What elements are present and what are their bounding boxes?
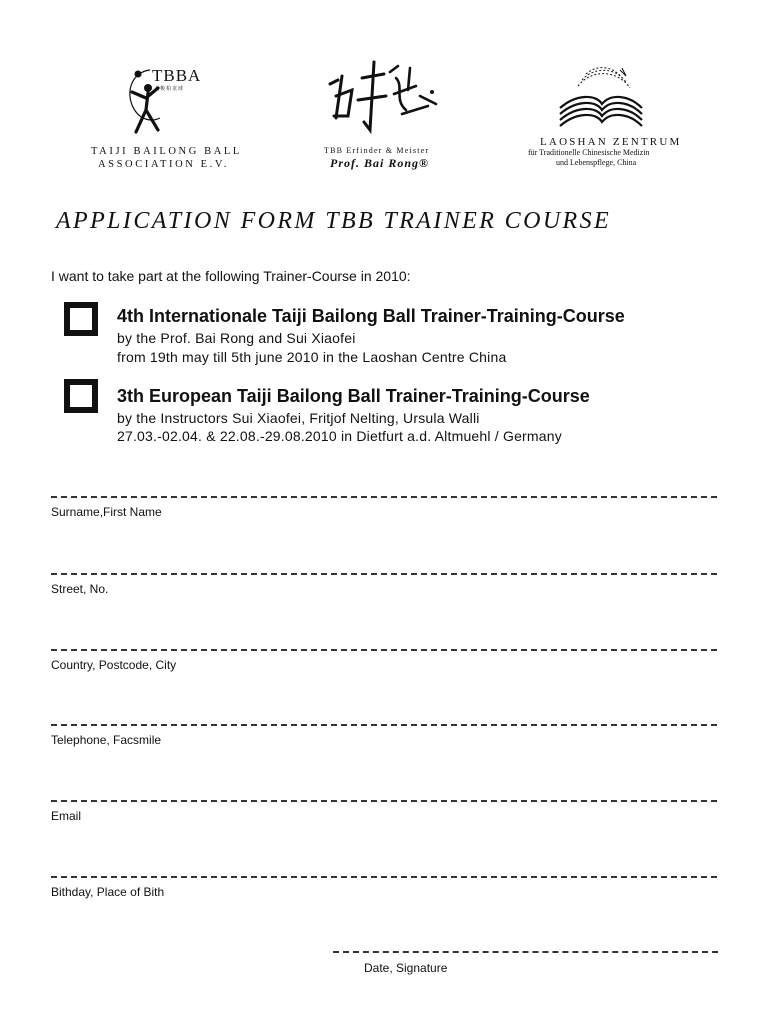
prof-name: Prof. Bai Rong® xyxy=(330,156,429,170)
course-2-instructors: by the Instructors Sui Xiaofei, Fritjof Nelting, Ursula Walli xyxy=(117,410,480,426)
course-1-title: 4th Internationale Taiji Bailong Ball Trainer-Training-Course xyxy=(117,306,625,326)
calligraphy-signature-icon xyxy=(324,56,444,146)
laoshan-logo xyxy=(528,60,682,175)
tbba-logo-title: TBBA xyxy=(152,66,202,85)
email-label: Email xyxy=(51,809,82,823)
city-field[interactable] xyxy=(51,649,717,651)
laoshan-subtitle-2: und Lebenspflege, China xyxy=(556,158,637,167)
city-label: Country, Postcode, City xyxy=(51,658,177,672)
surname-field[interactable] xyxy=(51,496,717,498)
tbba-name-line2: ASSOCIATION E.V. xyxy=(98,159,229,170)
signature-field[interactable] xyxy=(333,951,718,953)
tbba-logo-subtitle: 太极柏龙球 xyxy=(154,86,185,92)
prof-caption: TBB Erfinder & Meister xyxy=(324,146,430,155)
form-intro: I want to take part at the following Trainer-Course in 2010: xyxy=(51,268,411,284)
course-2-title: 3th European Taiji Bailong Ball Trainer-Training-Course xyxy=(117,386,590,406)
telephone-field[interactable] xyxy=(51,724,717,726)
telephone-label: Telephone, Facsmile xyxy=(51,733,162,747)
laoshan-waves-icon xyxy=(556,64,646,130)
birthday-label: Bithday, Place of Bith xyxy=(51,885,165,899)
signature-label: Date, Signature xyxy=(364,961,448,975)
course-1-instructors: by the Prof. Bai Rong and Sui Xiaofei xyxy=(117,330,356,346)
course-1-dates: from 19th may till 5th june 2010 in the Laoshan Centre China xyxy=(117,349,507,365)
course-1-checkbox[interactable] xyxy=(64,302,98,336)
laoshan-title: LAOSHAN ZENTRUM xyxy=(540,136,682,148)
form-title: APPLICATION FORM TBB TRAINER COURSE xyxy=(56,208,612,234)
birthday-field[interactable] xyxy=(51,876,717,878)
email-field[interactable] xyxy=(51,800,717,802)
street-field[interactable] xyxy=(51,573,717,575)
course-2-checkbox[interactable] xyxy=(64,379,98,413)
tbba-name-line1: TAIJI BAILONG BALL xyxy=(91,146,242,157)
surname-label: Surname,First Name xyxy=(51,505,162,519)
tbba-logo xyxy=(86,60,256,175)
street-label: Street, No. xyxy=(51,582,109,596)
laoshan-subtitle-1: für Traditionelle Chinesische Medizin xyxy=(528,148,650,157)
prof-bai-rong-logo xyxy=(318,56,458,176)
course-2-dates: 27.03.-02.04. & 22.08.-29.08.2010 in Dietfurt a.d. Altmuehl / Germany xyxy=(117,428,562,444)
